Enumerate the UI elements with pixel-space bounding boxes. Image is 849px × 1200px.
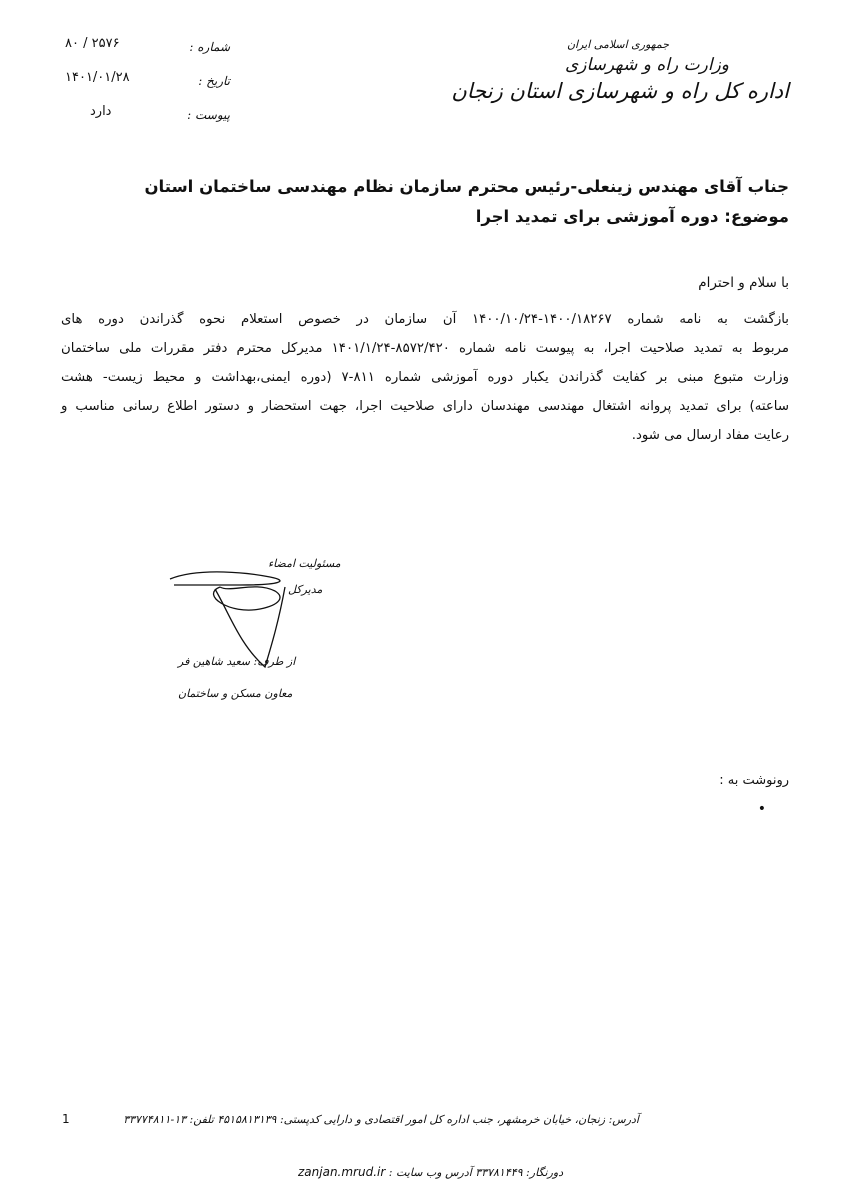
meta-date-label: تاریخ : xyxy=(198,74,230,88)
letter-body xyxy=(61,305,789,450)
body-line-1: بازگشت به نامه شماره ۱۴۰۰/۱۸۲۶۷-۱۴۰۰/۱۰/۲۴ آن سازمان در خصوص استعلام نحوه گذراندن دوره های xyxy=(61,312,789,327)
body-line-4: ساعته) برای تمدید پروانه اشتغال مهندسی مهندسان دارای صلاحیت اجرا، جهت استحضار و دستور اطلاع رسانی مناسب و xyxy=(61,399,789,414)
footer-fax-web xyxy=(298,1165,563,1179)
subject-line: موضوع: دوره آموزشی برای تمدید اجرا xyxy=(475,207,789,226)
footer-website-link[interactable]: zanjan.mrud.ir xyxy=(298,1165,386,1179)
meta-number-row xyxy=(40,36,230,70)
signature-responsibility-note: مسئولیت امضاء xyxy=(268,557,341,570)
addressee-line: جناب آقای مهندس زینعلی-رئیس محترم سازمان نظام مهندسی ساختمان استان xyxy=(144,177,789,196)
page-number: 1 xyxy=(62,1112,70,1126)
signature-on-behalf: از طرف: سعید شاهین فر xyxy=(178,655,296,668)
letter-meta xyxy=(40,36,230,138)
meta-attachment-value: دارد xyxy=(90,104,112,119)
meta-attachment-label: پیوست : xyxy=(187,108,230,122)
body-line-5: رعایت مفاد ارسال می شود. xyxy=(631,428,789,443)
letterhead-organization: اداره کل راه و شهرسازی استان زنجان xyxy=(451,79,789,103)
cc-bullet: • xyxy=(757,801,766,817)
signature-director-note: مدیرکل xyxy=(288,583,323,596)
signature-title: معاون مسکن و ساختمان xyxy=(178,687,293,700)
body-line-2: مربوط به تمدید صلاحیت اجرا، به پیوست نامه شماره ۸۵۷۲/۴۲۰-۱۴۰۱/۱/۲۴ مدیرکل محترم دفتر مقررات ملی ساختمان xyxy=(61,341,789,356)
meta-number-label: شماره : xyxy=(189,40,230,54)
letterhead xyxy=(449,38,789,103)
meta-attachment-row xyxy=(40,104,230,138)
meta-date-row xyxy=(40,70,230,104)
signature-block xyxy=(160,555,350,715)
greeting: با سلام و احترام xyxy=(698,275,789,291)
body-line-3: وزارت متبوع مبنی بر کفایت گذراندن یکبار دوره آموزشی شماره ۸۱۱-۷ (دوره ایمنی،بهداشت و محیط زیست- هشت xyxy=(61,370,789,385)
footer-address: آدرس: زنجان، خیابان خرمشهر، جنب اداره کل امور اقتصادی و دارایی کدپستی: ۴۵۱۵۸۱۳۱۳۹ تلفن: ۱۳-۳۳۷۷۴۸۱۱ xyxy=(123,1113,639,1126)
meta-date-value: ۱۴۰۱/۰۱/۲۸ xyxy=(65,70,130,85)
letterhead-ministry: وزارت راه و شهرسازی xyxy=(564,55,729,75)
cc-label: رونوشت به : xyxy=(719,773,789,788)
footer-fax: دورنگار: ۳۳۷۸۱۴۴۹ آدرس وب سایت : xyxy=(388,1166,564,1179)
letterhead-republic: جمهوری اسلامی ایران xyxy=(566,38,669,51)
meta-number-value: ۲۵۷۶ / ۸۰ xyxy=(65,36,120,51)
